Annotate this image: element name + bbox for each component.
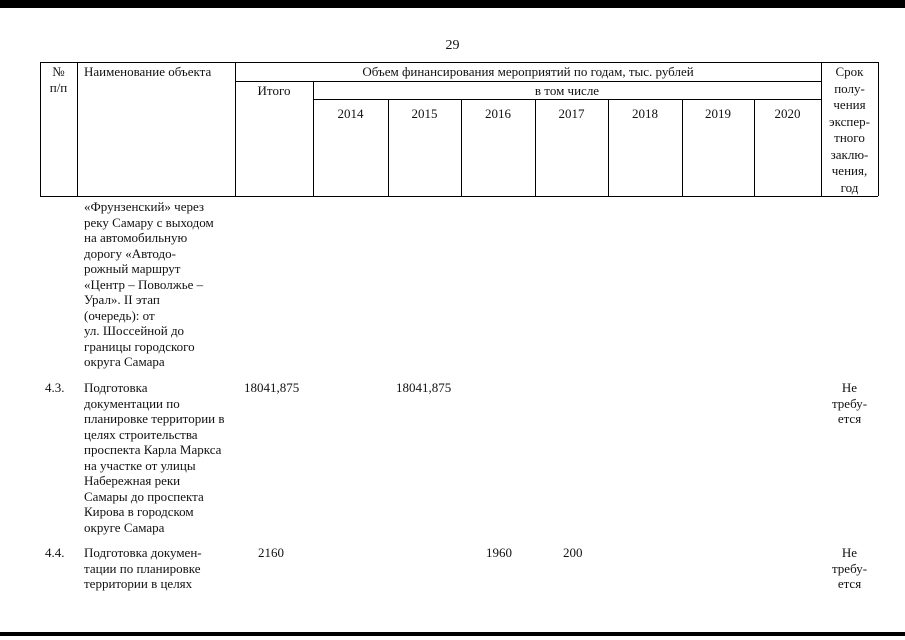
- header-year-2017: 2017: [558, 106, 585, 121]
- row-name: Подготовка документации по планировке территории в целях строительства проспекта Карла Маркса на участке от улицы Набережная реки Самары до проспекта Кирова в городском округе Самара: [84, 380, 225, 535]
- header-term: Срок полу- чения экспер- тного заклю- чения, год: [829, 64, 870, 195]
- row-total: 18041,875: [244, 380, 300, 395]
- page-number: 29: [445, 38, 460, 53]
- header-num: № п/п: [49, 64, 68, 95]
- row-2017: 200: [563, 545, 583, 560]
- header-name: Наименование объекта: [84, 64, 212, 79]
- header-year-2018: 2018: [632, 106, 658, 121]
- header-year-2015: 2015: [411, 106, 438, 121]
- row-num: 4.4.: [45, 545, 65, 560]
- header-year-2016: 2016: [485, 106, 511, 121]
- header-total: Итого: [257, 83, 291, 98]
- row-name: Подготовка докумен- тации по планировке территории в целях: [84, 545, 202, 591]
- header-year-2019: 2019: [705, 106, 731, 121]
- row-2016: 1960: [486, 545, 512, 560]
- row-term: Не требу- ется: [831, 380, 868, 426]
- header-including: в том числе: [534, 83, 600, 98]
- row-2015: 18041,875: [396, 380, 452, 395]
- header-year-2014: 2014: [337, 106, 364, 121]
- row-num: 4.3.: [45, 380, 65, 395]
- row-name: «Фрунзенский» через реку Самару с выходом на автомобильную дорогу «Автодо- рожный маршрут «Центр – Поволжье – Урал». II этап (очередь): от ул. Шоссейной до границы городского округа Самара: [84, 199, 214, 369]
- row-term: Не требу- ется: [831, 545, 868, 591]
- bottom-border: [0, 632, 905, 636]
- row-total: 2160: [258, 545, 284, 560]
- header-financing: Объем финансирования мероприятий по годам, тыс. рублей: [362, 64, 694, 79]
- top-border: [0, 0, 905, 8]
- header-year-2020: 2020: [774, 106, 801, 121]
